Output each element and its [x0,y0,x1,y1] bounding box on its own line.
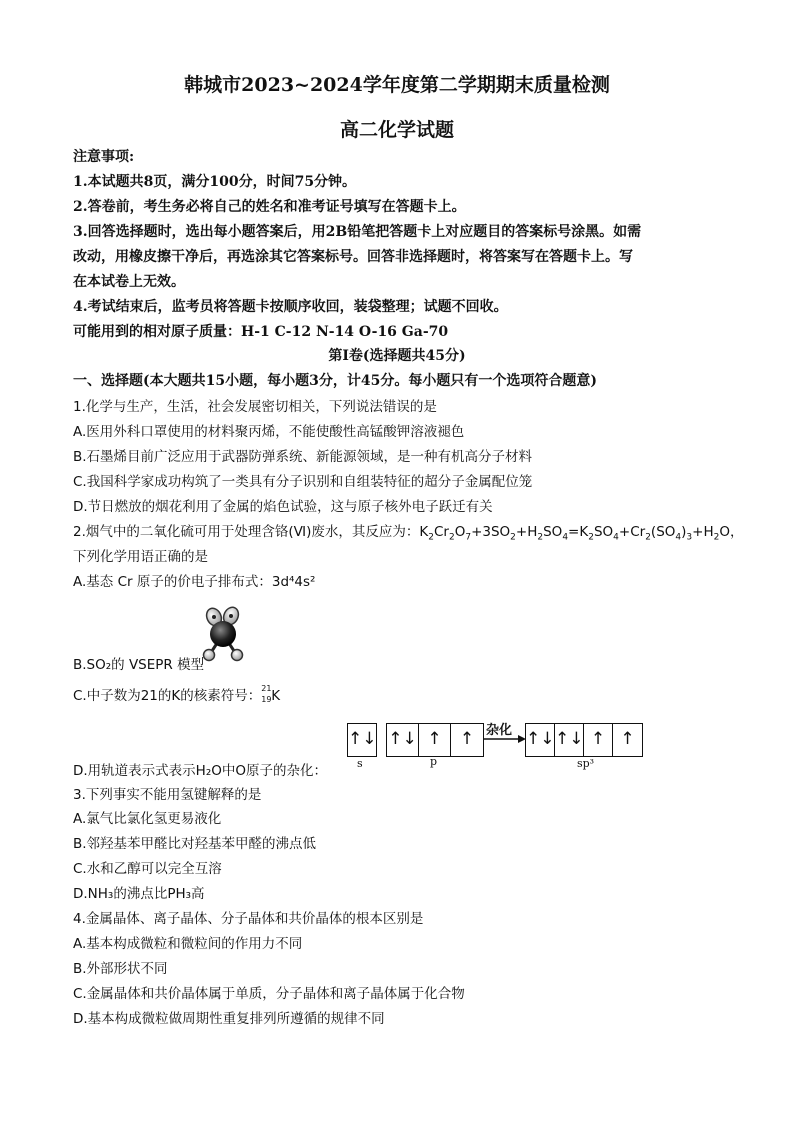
q3-stem: 3.下列事实不能用氢键解释的是 [73,787,262,803]
reaction-equation: $K_2Cr_2O_7+3SO_2+H_2SO_4=K_2SO_4+Cr_2(SO_4)_3+H_2O$， [419,524,744,543]
q1-option-c: C.我国科学家成功构筑了一类具有分子识别和自组装特征的超分子金属配位笼 [73,474,533,490]
orbital-arrows: ↑ [590,729,606,749]
q4-option-a: A.基本构成微粒和微粒间的作用力不同 [73,936,303,952]
exam-subtitle: 高二化学试题 [339,119,454,141]
exam-title: 韩城市2023~2024学年度第二学期期末质量检测 [184,74,610,96]
orbital-arrows: ↑↓ [388,729,417,749]
q3-option-a: A.氯气比氯化氢更易液化 [73,811,222,827]
note-1: 1.本试题共8页，满分100分，时间75分钟。 [73,174,357,190]
q1-stem: 1.化学与生产，生活，社会发展密切相关，下列说法错误的是 [73,399,437,415]
orbital-box-sp3 [525,723,643,757]
mass-number: 21 [261,684,272,693]
section-instruction: 一、选择题(本大题共15小题，每小题3分，计45分。每小题只有一个选项符合题意) [73,373,597,389]
orbital-box-s [347,723,377,757]
q1-option-d: D.节日燃放的烟花利用了金属的焰色试验，这与原子核外电子跃迁有关 [73,499,493,515]
q3-option-b: B.邻羟基苯甲醛比对羟基苯甲醛的沸点低 [73,836,317,852]
orbital-box-p [386,723,484,757]
q2-stem-line2: 下列化学用语正确的是 [73,549,208,565]
so2-vsepr-model-image [196,604,260,666]
atomic-number: 19 [261,695,272,704]
note-3: 3.回答选择题时，选出每小题答案后，用2B铅笔把答题卡上对应题目的答案标号涂黑。如需 [73,224,642,240]
q2-option-c-text: C.中子数为21的K的核素符号： [73,688,262,704]
orbital-arrows: ↑↓ [526,729,555,749]
notes-heading: 注意事项: [73,149,135,165]
orbital-arrows: ↑ [620,729,635,749]
hybridization-arrow [484,734,526,744]
orbital-arrows: ↑↓ [555,729,584,749]
note-2: 2.答卷前，考生务必将自己的姓名和准考证号填写在答题卡上。 [73,199,466,215]
q1-option-b: B.石墨烯目前广泛应用于武器防弹系统、新能源领域，是一种有机高分子材料 [73,449,533,465]
q1-option-a: A.医用外科口罩使用的材料聚丙烯，不能使酸性高锰酸钾溶液褪色 [73,424,465,440]
orbital-arrows: ↑ [427,729,442,749]
q4-option-d: D.基本构成微粒做周期性重复排列所遵循的规律不同 [73,1011,385,1027]
q2-option-a-text: A.基态 Cr 原子的价电子排布式： [73,574,272,590]
hybridization-label: 杂化 [486,723,513,738]
q2-stem [73,522,743,542]
note-3-end: 在本试卷上无效。 [73,274,185,290]
q2-stem-text: 2.烟气中的二氧化硫可用于处理含铬(Ⅵ)废水，其反应为： [73,524,420,540]
q2-option-c [73,686,283,706]
note-3-cont: 改动，用橡皮擦干净后，再选涂其它答案标号。回答非选择题时，将答案写在答题卡上。写 [73,249,633,265]
orbital-arrows: ↑↓ [348,729,377,749]
element-symbol: K [271,688,281,704]
orbital-label-sp3: sp³ [577,757,595,770]
cr-config: 3d⁴4s² [271,574,316,590]
q4-stem: 4.金属晶体、离子晶体、分子晶体和共价晶体的根本区别是 [73,911,424,927]
orbital-arrows: ↑ [459,729,475,749]
orbital-label-s: s [357,757,363,770]
q2-option-d: D.用轨道表示式表示H₂O中O原子的杂化： [73,763,328,779]
q4-option-c: C.金属晶体和共价晶体属于单质，分子晶体和离子晶体属于化合物 [73,986,465,1002]
q3-option-d: D.NH₃的沸点比PH₃高 [73,886,205,902]
q3-option-c: C.水和乙醇可以完全互溶 [73,861,222,877]
q4-option-b: B.外部形状不同 [73,961,168,977]
orbital-label-p: p [430,755,438,768]
q2-option-a [73,572,315,592]
atomic-mass-line: 可能用到的相对原子质量：H-1 C-12 N-14 O-16 Ga-70 [73,324,449,340]
q2-option-b: B.SO₂的 VSEPR 模型 [73,657,205,673]
section-title: 第Ⅰ卷(选择题共45分) [328,348,466,364]
nuclide-symbol [261,686,283,706]
note-4: 4.考试结束后，监考员将答题卡按顺序收回，装袋整理；试题不回收。 [73,299,508,315]
